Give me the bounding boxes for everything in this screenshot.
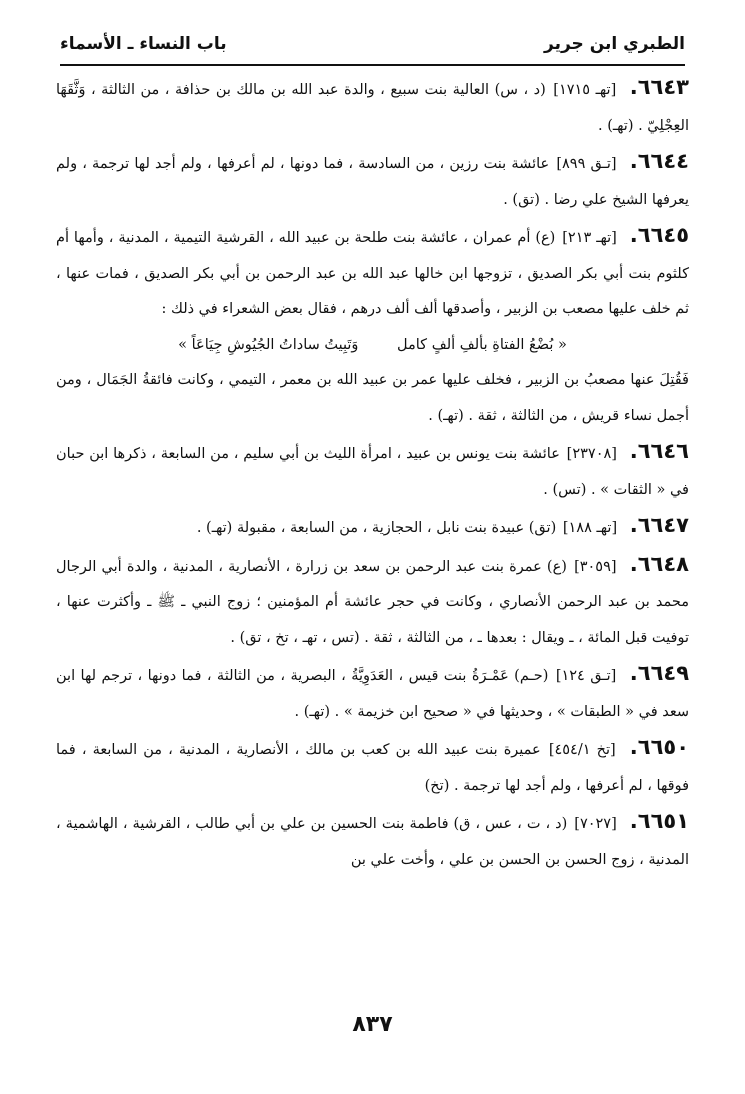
entry-6645-continuation (56, 363, 689, 434)
poetry-verse (56, 328, 689, 364)
entry-reference: [٢٣٧٠٨] (566, 446, 617, 462)
entry-text: عائشة بنت رزين ، من السادسة ، فما دونها ، لم أعرفها ، ولم أجد لها ترجمة ، ولم يعرفها الشيخ علي رضا . (تق) . (56, 156, 689, 208)
entry-number: ٦٦٥٠. (629, 735, 690, 759)
header-divider (60, 64, 685, 66)
page-number: ٨٣٧ (352, 1012, 393, 1037)
entry-number: ٦٦٥١. (629, 809, 690, 833)
verse-first-hemistich: « بُضْعُ الفتاةِ بألفِ ألفٍ كامل (397, 336, 567, 353)
entry-number: ٦٦٤٨. (629, 551, 689, 576)
page-content (56, 70, 689, 1010)
entry-6651 (56, 804, 689, 878)
entry-text: (ع) عمرة بنت عبد الرحمن بن سعد بن زرارة ، الأنصارية ، المدنية ، والدة أبي الرجال محمد بن عبد الرحمن الأنصاري ، وكانت في حجر عائشة أم المؤمنين ؛ زوج النبي ـ ﷺ ـ وأكثرت عنها ، توفيت قبل المائة ، ـ ويقال : بعدها ـ ، من الثالثة ، ثقة . (تس ، تهـ ، تخ ، تق) . (56, 558, 689, 646)
entry-number: ٦٦٤٣. (629, 75, 690, 99)
entry-text: (د ، ت ، عس ، ق) فاطمة بنت الحسين بن علي بن أبي طالب ، القرشية ، الهاشمية ، المدنية ، زوج الحسن بن الحسن بن علي ، وأخت علي بن (56, 816, 689, 868)
entry-text: (تق) عبيدة بنت نابل ، الحجازية ، من السابعة ، مقبولة (تهـ) . (196, 520, 557, 536)
entry-6645 (56, 218, 689, 328)
entry-text: (حـم) عَمْـرَةُ بنت قيس ، العَدَوِيَّةُ ، البصرية ، من الثالثة ، فما دونها ، ترجم لها ابن سعد في « الطبقات » ، وحديثها في « صحيح ابن خزيمة » . (تهـ) . (56, 668, 689, 720)
entry-6643 (56, 70, 689, 144)
entry-reference: [تهـ ٢١٣] (562, 230, 617, 246)
entry-text: عائشة بنت يونس بن عبيد ، امرأة الليث بن أبي سليم ، من السابعة ، ذكرها ابن حبان في « الثقات » . (تس) . (56, 446, 689, 498)
entry-reference: [تـق ٨٩٩] (556, 156, 617, 172)
book-title: الطبري ابن جرير (544, 34, 685, 54)
entry-6648 (56, 547, 689, 657)
entry-text: (د ، س) العالية بنت سبيع ، والدة عبد الله بن مالك بن حذافة ، من الثالثة ، وَثَّقَهَا العِجْلِيّ . (تهـ) . (56, 82, 689, 134)
entry-6650 (56, 730, 689, 804)
entry-number: ٦٦٤٧. (629, 513, 689, 537)
entry-reference: [٧٠٢٧] (574, 816, 617, 832)
entry-number: ٦٦٤٦. (629, 439, 690, 463)
entry-6646 (56, 434, 689, 508)
entry-6647 (56, 508, 689, 547)
entry-reference: [تهـ ١٨٨] (562, 520, 618, 536)
entry-number: ٦٦٤٤. (629, 149, 689, 173)
entry-number: ٦٦٤٩. (629, 661, 690, 685)
entry-reference: [تـق ١٢٤] (555, 668, 617, 684)
entry-number: ٦٦٤٥. (629, 223, 690, 247)
entry-reference: [تهـ ١٧١٥] (553, 82, 617, 98)
entry-reference: [تخ ٤٥٤/١] (548, 742, 616, 758)
entry-reference: [٣٠٥٩] (574, 558, 617, 575)
entry-text: عميرة بنت عبيد الله بن كعب بن مالك ، الأنصارية ، المدنية ، من السابعة ، فما فوقها ، لم أعرفها ، ولم أجد لها ترجمة . (تخ) (56, 742, 689, 794)
entry-6649 (56, 656, 689, 730)
entry-text: فَقُتِلَ عنها مصعبُ بن الزبير ، فخلف عليها عمر بن عبيد الله بن معمر ، التيمي ، وكانت فائقةُ الجَمَال ، ومن أجمل نساء قريش ، من الثالثة ، ثقة . (تهـ) . (56, 372, 689, 424)
entry-6644 (56, 144, 689, 218)
entry-text: (ع) أم عمران ، عائشة بنت طلحة بن عبيد الله ، القرشية التيمية ، المدنية ، وأمها أم كلثوم بنت أبي بكر الصديق ، تزوجها ابن خالها عبد الله بن عبد الرحمن بن أبي بكر الصديق ، فمات عنها ، ثم خلف عليها مصعب بن الزبير ، وأصدقها ألف ألف درهم ، فقال بعض الشعراء في ذلك : (56, 230, 689, 317)
page-header (60, 26, 685, 62)
chapter-title: باب النساء ـ الأسماء (60, 34, 227, 54)
verse-second-hemistich: وَتَبِيتُ ساداتُ الجُيُوشِ جِيَاعَاً » (178, 336, 359, 353)
